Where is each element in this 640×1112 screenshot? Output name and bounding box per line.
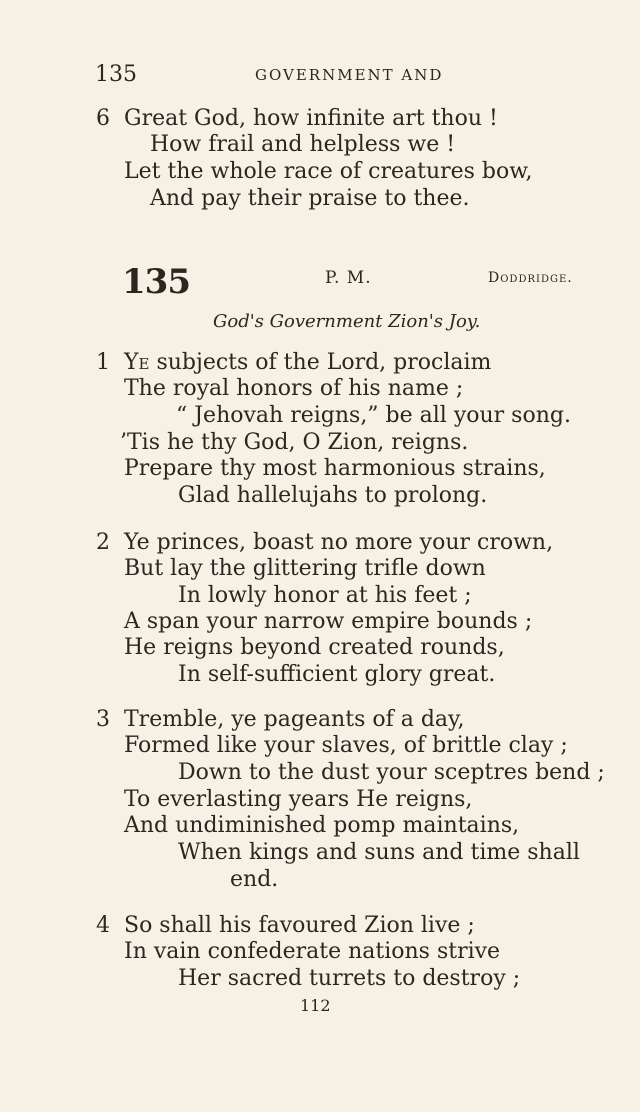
stanza-number: 1 [96,350,110,375]
stanza-number: 2 [96,530,110,555]
stanza-number: 3 [96,707,110,732]
verse-line-rest: subjects of the Lord, proclaim [149,350,492,375]
verse-line: In lowly honor at his feet ; [178,583,472,608]
verse-line: Prepare thy most harmonious strains, [124,456,546,481]
verse-line: Her sacred turrets to destroy ; [178,966,521,991]
verse-line: He reigns beyond created rounds, [124,635,505,660]
running-head-section: GOVERNMENT AND [255,66,444,84]
running-head [95,62,455,90]
verse-line: To everlasting years He reigns, [124,787,473,812]
verse-line: Down to the dust your sceptres bend ; [178,760,605,785]
verse-line: But lay the glittering trifle down [124,556,486,581]
verse-line: Glad hallelujahs to prolong. [178,483,488,508]
verse-line: A span your narrow empire bounds ; [124,609,533,634]
verse-first-word: Ye [124,350,150,375]
verse-line: ’Tis he thy God, O Zion, reigns. [120,430,469,455]
verse-line: Great God, how infinite art thou ! [124,106,498,131]
stanza-number: 4 [96,913,110,938]
verse-line: When kings and suns and time shall [178,840,580,865]
hymn-meter: P. M. [325,268,372,288]
verse-line: In vain confederate nations strive [124,939,501,964]
verse-line: end. [230,867,279,892]
verse-line: Ye princes, boast no more your crown, [124,530,554,555]
footer-page-number: 112 [300,996,331,1015]
verse-line: “ Jehovah reigns,” be all your song. [176,403,571,428]
verse-line [124,350,491,376]
verse-line: And pay their praise to thee. [150,186,470,211]
verse-line: Formed like your slaves, of brittle clay ; [124,733,568,758]
running-head-page-number: 135 [95,62,137,87]
hymn-title: God's Government Zion's Joy. [213,311,481,332]
verse-line: In self-sufficient glory great. [178,662,496,687]
hymn-author: Doddridge. [488,270,573,286]
verse-line: Let the whole race of creatures bow, [124,159,533,184]
hymn-number: 135 [122,262,190,302]
verse-line: Tremble, ye pageants of a day, [124,707,465,732]
verse-line: How frail and helpless we ! [150,132,456,157]
verse-line: So shall his favoured Zion live ; [124,913,475,938]
verse-line: The royal honors of his name ; [124,376,464,401]
stanza-number: 6 [96,106,110,131]
verse-line: And undiminished pomp maintains, [124,813,520,838]
